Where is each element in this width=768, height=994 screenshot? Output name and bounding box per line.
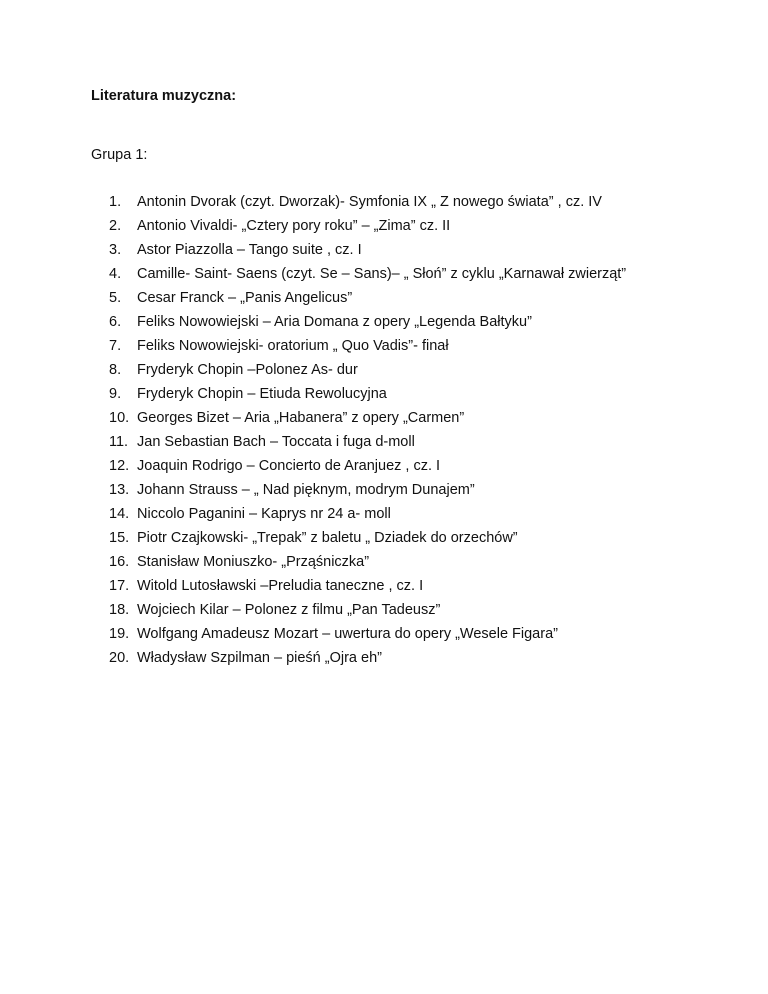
list-item: [0, 286, 768, 310]
list-item-text: Władysław Szpilman – pieśń „Ojra eh”: [137, 650, 382, 666]
list-item-number: 6.: [109, 314, 122, 330]
list-item: [0, 430, 768, 454]
list-item: [0, 454, 768, 478]
list-item-number: 10.: [109, 410, 130, 426]
list-item-number: 8.: [109, 362, 122, 378]
list-item-text: Antonin Dvorak (czyt. Dworzak)- Symfonia IX „ Z nowego świata” , cz. IV: [137, 194, 602, 210]
list-item: [0, 310, 768, 334]
list-item: [0, 358, 768, 382]
list-item-text: Astor Piazzolla – Tango suite , cz. I: [137, 242, 362, 258]
list-item: [0, 598, 768, 622]
list-item-text: Georges Bizet – Aria „Habanera” z opery „Carmen”: [137, 410, 465, 426]
list-item: [0, 190, 768, 214]
list-item-number: 15.: [109, 530, 130, 546]
list-item-text: Jan Sebastian Bach – Toccata i fuga d-moll: [137, 434, 415, 450]
list-item-number: 20.: [109, 650, 130, 666]
list-item: [0, 526, 768, 550]
list-item-text: Fryderyk Chopin –Polonez As- dur: [137, 362, 358, 378]
list-item-text: Cesar Franck – „Panis Angelicus”: [137, 290, 353, 306]
list-item: [0, 502, 768, 526]
list-item-number: 3.: [109, 242, 122, 258]
list-item-text: Piotr Czajkowski- „Trepak” z baletu „ Dziadek do orzechów”: [137, 530, 518, 546]
list-item-text: Feliks Nowowiejski – Aria Domana z opery „Legenda Bałtyku”: [137, 314, 532, 330]
list-item: [0, 478, 768, 502]
list-item: [0, 238, 768, 262]
list-item: [0, 262, 768, 286]
list-item-number: 12.: [109, 458, 130, 474]
list-item-number: 4.: [109, 266, 122, 282]
list-item-number: 13.: [109, 482, 130, 498]
list-item-text: Witold Lutosławski –Preludia taneczne , cz. I: [137, 578, 424, 594]
music-list: [0, 190, 768, 670]
list-item-text: Camille- Saint- Saens (czyt. Se – Sans)– „ Słoń” z cyklu „Karnawał zwierząt”: [137, 266, 627, 282]
document-title: Literatura muzyczna:: [91, 88, 237, 104]
list-item: [0, 382, 768, 406]
list-item-text: Antonio Vivaldi- „Cztery pory roku” – „Zima” cz. II: [137, 218, 451, 234]
list-item-text: Johann Strauss – „ Nad pięknym, modrym Dunajem”: [137, 482, 475, 498]
list-item: [0, 550, 768, 574]
list-item-text: Feliks Nowowiejski- oratorium „ Quo Vadis”- finał: [137, 338, 449, 354]
list-item-number: 17.: [109, 578, 130, 594]
list-item-number: 14.: [109, 506, 130, 522]
list-item-text: Joaquin Rodrigo – Concierto de Aranjuez , cz. I: [137, 458, 441, 474]
list-item-number: 5.: [109, 290, 122, 306]
list-item-text: Fryderyk Chopin – Etiuda Rewolucyjna: [137, 386, 387, 402]
list-item-text: Niccolo Paganini – Kaprys nr 24 a- moll: [137, 506, 391, 522]
list-item-number: 7.: [109, 338, 122, 354]
list-item-text: Wojciech Kilar – Polonez z filmu „Pan Tadeusz”: [137, 602, 441, 618]
list-item-number: 1.: [109, 194, 122, 210]
group-heading: Grupa 1:: [91, 147, 148, 163]
list-item: [0, 334, 768, 358]
list-item: [0, 214, 768, 238]
list-item-number: 19.: [109, 626, 130, 642]
list-item-text: Wolfgang Amadeusz Mozart – uwertura do opery „Wesele Figara”: [137, 626, 558, 642]
list-item-text: Stanisław Moniuszko- „Prząśniczka”: [137, 554, 370, 570]
list-item-number: 2.: [109, 218, 122, 234]
list-item: [0, 574, 768, 598]
list-item-number: 11.: [109, 434, 129, 450]
list-item-number: 16.: [109, 554, 130, 570]
list-item: [0, 646, 768, 670]
list-item-number: 9.: [109, 386, 122, 402]
list-item-number: 18.: [109, 602, 130, 618]
list-item: [0, 406, 768, 430]
list-item: [0, 622, 768, 646]
